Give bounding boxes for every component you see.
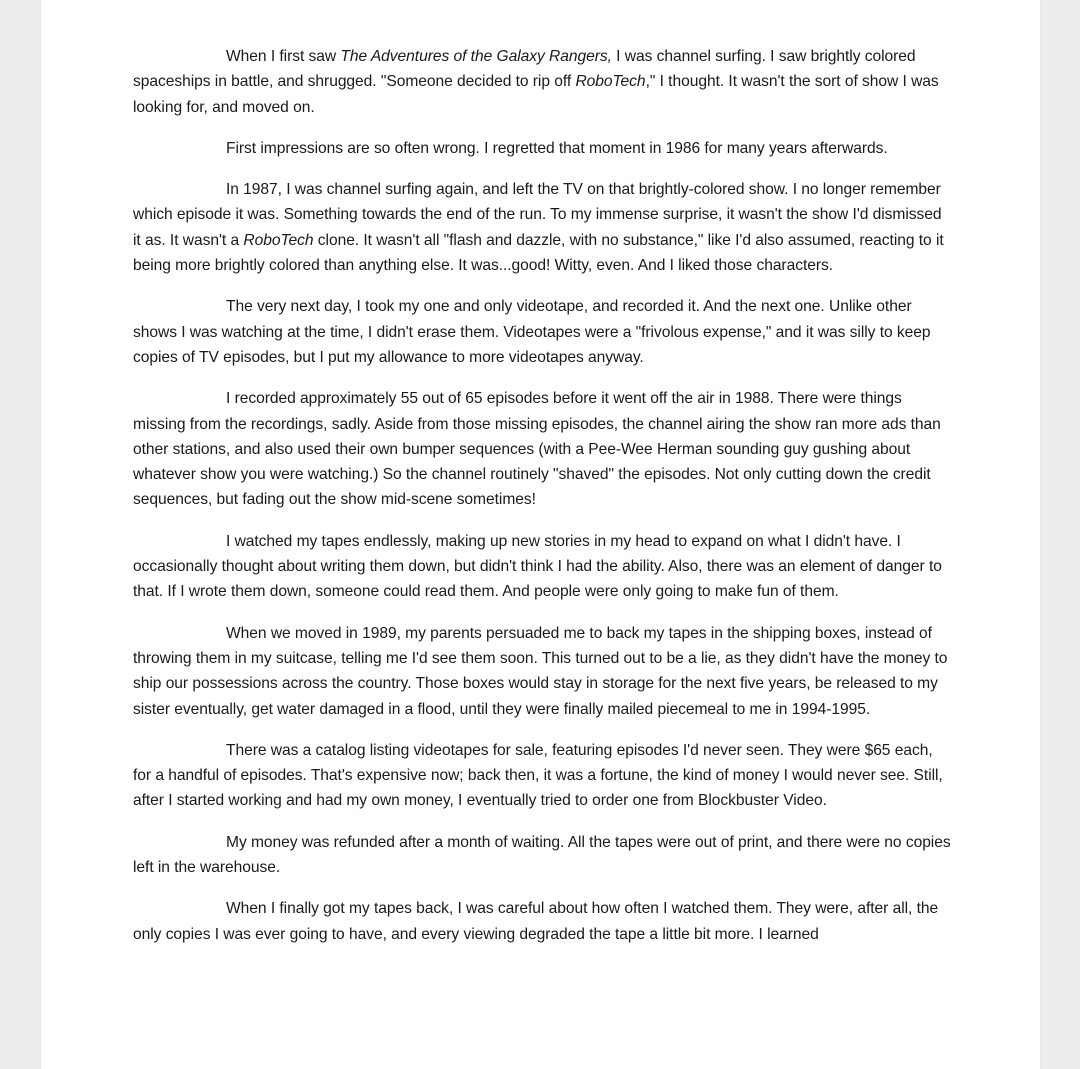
paragraph [133, 177, 953, 278]
paragraph-text: I was channel surfing. I saw brightly colored spaceships in battle, and shrugged. "Someone decided to rip off [133, 48, 916, 91]
italic-title-text: RoboTech [575, 73, 646, 91]
paragraph [133, 529, 953, 605]
paragraph [133, 136, 953, 161]
paragraph-text: clone. It wasn't all "flash and dazzle, with no substance," like I'd also assumed, reacting to it being more brightly colored than anything else. It was...good! Witty, even. And I liked those characters. [133, 231, 944, 275]
paragraph-text: I recorded approximately 55 out of 65 episodes before it went off the air in 1988. There were things missing from the recordings, sadly. Aside from those missing episodes, the channel airing the show ran more ads than other stations, and also used their own bumper sequences (with a Pee-Wee Herman sounding guy gushing about whatever show you were watching.) So the channel routinely "shaved" the episodes. Not only cutting down the credit sequences, but fading out the show mid-scene sometimes! [133, 390, 941, 509]
paragraph-text: When we moved in 1989, my parents persuaded me to back my tapes in the shipping boxes, instead of throwing them in my suitcase, telling me I'd see them soon. This turned out to be a lie, as they didn't have the money to ship our possessions across the country. Those boxes would stay in storage for the next five years, be released to my sister eventually, get water damaged in a flood, until they were finally mailed piecemeal to me in 1994-1995. [133, 624, 948, 718]
paragraph-text: When I finally got my tapes back, I was careful about how often I watched them. They were, after all, the only copies I was ever going to have, and every viewing degraded the tape a little bit more. I learned [133, 900, 939, 943]
italic-title-text: RoboTech [243, 231, 314, 249]
paragraph-text: When I first saw [226, 48, 341, 65]
paragraph [133, 386, 953, 512]
paragraph-text: ," I thought. It wasn't the sort of show I was looking for, and moved on. [133, 73, 939, 116]
document-page [41, 0, 1040, 1069]
paragraph-text: The very next day, I took my one and only videotape, and recorded it. And the next one. Unlike other shows I was watching at the time, I didn't erase them. Videotapes were a "frivolous expense," and it was silly to keep copies of TV episodes, but I put my allowance to more videotapes anyway. [133, 298, 931, 366]
paragraph [133, 44, 953, 120]
paragraph-text: First impressions are so often wrong. I regretted that moment in 1986 for many years afterwards. [226, 139, 888, 157]
paragraph [133, 294, 953, 370]
paragraph [133, 896, 953, 947]
paragraph [133, 621, 953, 722]
paragraph [133, 830, 953, 881]
italic-title-text: The Adventures of the Galaxy Rangers, [340, 48, 612, 65]
paragraph-text: I watched my tapes endlessly, making up new stories in my head to expand on what I didn't have. I occasionally thought about writing them down, but didn't think I had the ability. Also, there was an element of danger to that. If I wrote them down, someone could read them. And people were only going to make fun of them. [133, 532, 942, 601]
paragraph-text: There was a catalog listing videotapes for sale, featuring episodes I'd never seen. They were $65 each, for a handful of episodes. That's expensive now; back then, it was a fortune, the kind of money I would never see. Still, after I started working and had my own money, I eventually tried to order one from Blockbuster Video. [133, 741, 943, 810]
paragraph [133, 738, 953, 814]
paragraph-text: In 1987, I was channel surfing again, and left the TV on that brightly-colored show. I no longer remember which episode it was. Something towards the end of the run. To my immense surprise, it wasn't the show I'd dismissed it as. It wasn't a [133, 181, 942, 249]
document-body [133, 44, 953, 963]
paragraph-text: My money was refunded after a month of waiting. All the tapes were out of print, and there were no copies left in the warehouse. [133, 833, 951, 877]
